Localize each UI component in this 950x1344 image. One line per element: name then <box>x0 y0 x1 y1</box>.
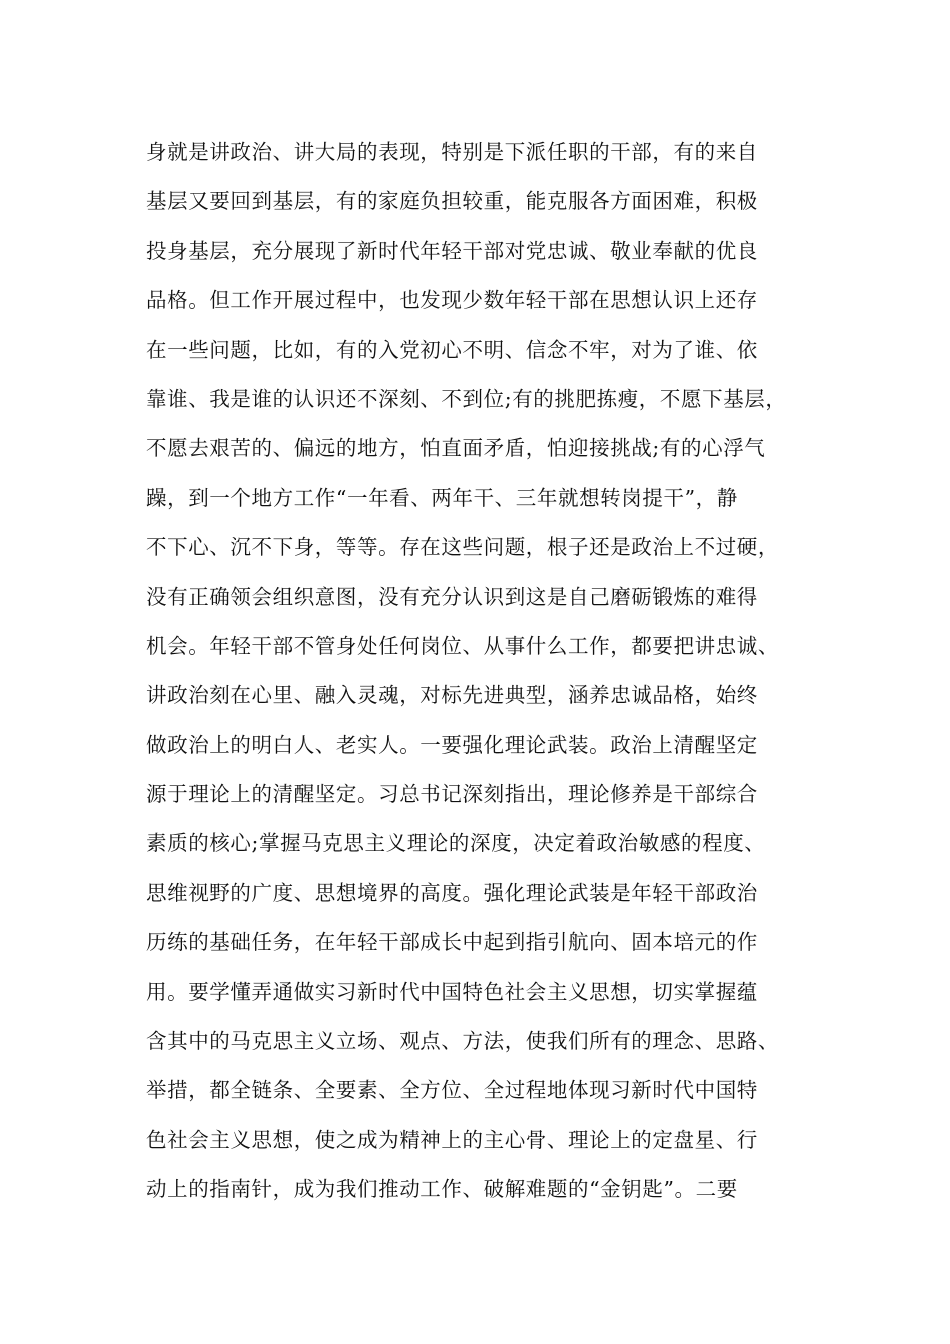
text-line: 基层又要回到基层，有的家庭负担较重，能克服各方面困难，积极 <box>146 189 758 214</box>
text-line: 投身基层，充分展现了新时代年轻干部对党忠诚、敬业奉献的优良 <box>146 238 758 263</box>
text-line: 色社会主义思想，使之成为精神上的主心骨、理论上的定盘星、行 <box>146 1127 758 1152</box>
body-paragraph <box>146 128 826 1215</box>
text-line: 没有正确领会组织意图，没有充分认识到这是自己磨砺锻炼的难得 <box>146 584 758 609</box>
text-line: 源于理论上的清醒坚定。习总书记深刻指出，理论修养是干部综合 <box>146 782 758 807</box>
text-line: 思维视野的广度、思想境界的高度。强化理论武装是年轻干部政治 <box>146 880 758 905</box>
text-line: 用。要学懂弄通做实习新时代中国特色社会主义思想，切实掌握蕴 <box>146 979 758 1004</box>
text-line: 素质的核心;掌握马克思主义理论的深度，决定着政治敏感的程度、 <box>146 831 766 856</box>
text-line: 在一些问题，比如，有的入党初心不明、信念不牢，对为了谁、依 <box>146 337 758 362</box>
text-line: 靠谁、我是谁的认识还不深刻、不到位;有的挑肥拣瘦，不愿下基层， <box>146 386 787 411</box>
text-line: 历练的基础任务，在年轻干部成长中起到指引航向、固本培元的作 <box>146 930 758 955</box>
text-line: 身就是讲政治、讲大局的表现，特别是下派任职的干部，有的来自 <box>146 140 758 164</box>
text-line: 含其中的马克思主义立场、观点、方法，使我们所有的理念、思路、 <box>146 1029 779 1054</box>
text-line: 动上的指南针，成为我们推动工作、破解难题的“金钥匙”。二要 <box>146 1177 738 1202</box>
text-line: 不下心、沉不下身，等等。存在这些问题，根子还是政治上不过硬， <box>146 535 779 560</box>
text-line: 讲政治刻在心里、融入灵魂，对标先进典型，涵养忠诚品格，始终 <box>146 683 758 708</box>
text-line: 做政治上的明白人、老实人。一要强化理论武装。政治上清醒坚定 <box>146 732 758 757</box>
text-line: 品格。但工作开展过程中，也发现少数年轻干部在思想认识上还存 <box>146 288 758 313</box>
text-line: 躁，到一个地方工作“一年看、两年干、三年就想转岗提干”，静 <box>146 485 738 510</box>
text-line: 举措，都全链条、全要素、全方位、全过程地体现习新时代中国特 <box>146 1078 758 1103</box>
text-line: 机会。年轻干部不管身处任何岗位、从事什么工作，都要把讲忠诚、 <box>146 633 779 658</box>
text-line: 不愿去艰苦的、偏远的地方，怕直面矛盾，怕迎接挑战;有的心浮气 <box>146 436 766 461</box>
